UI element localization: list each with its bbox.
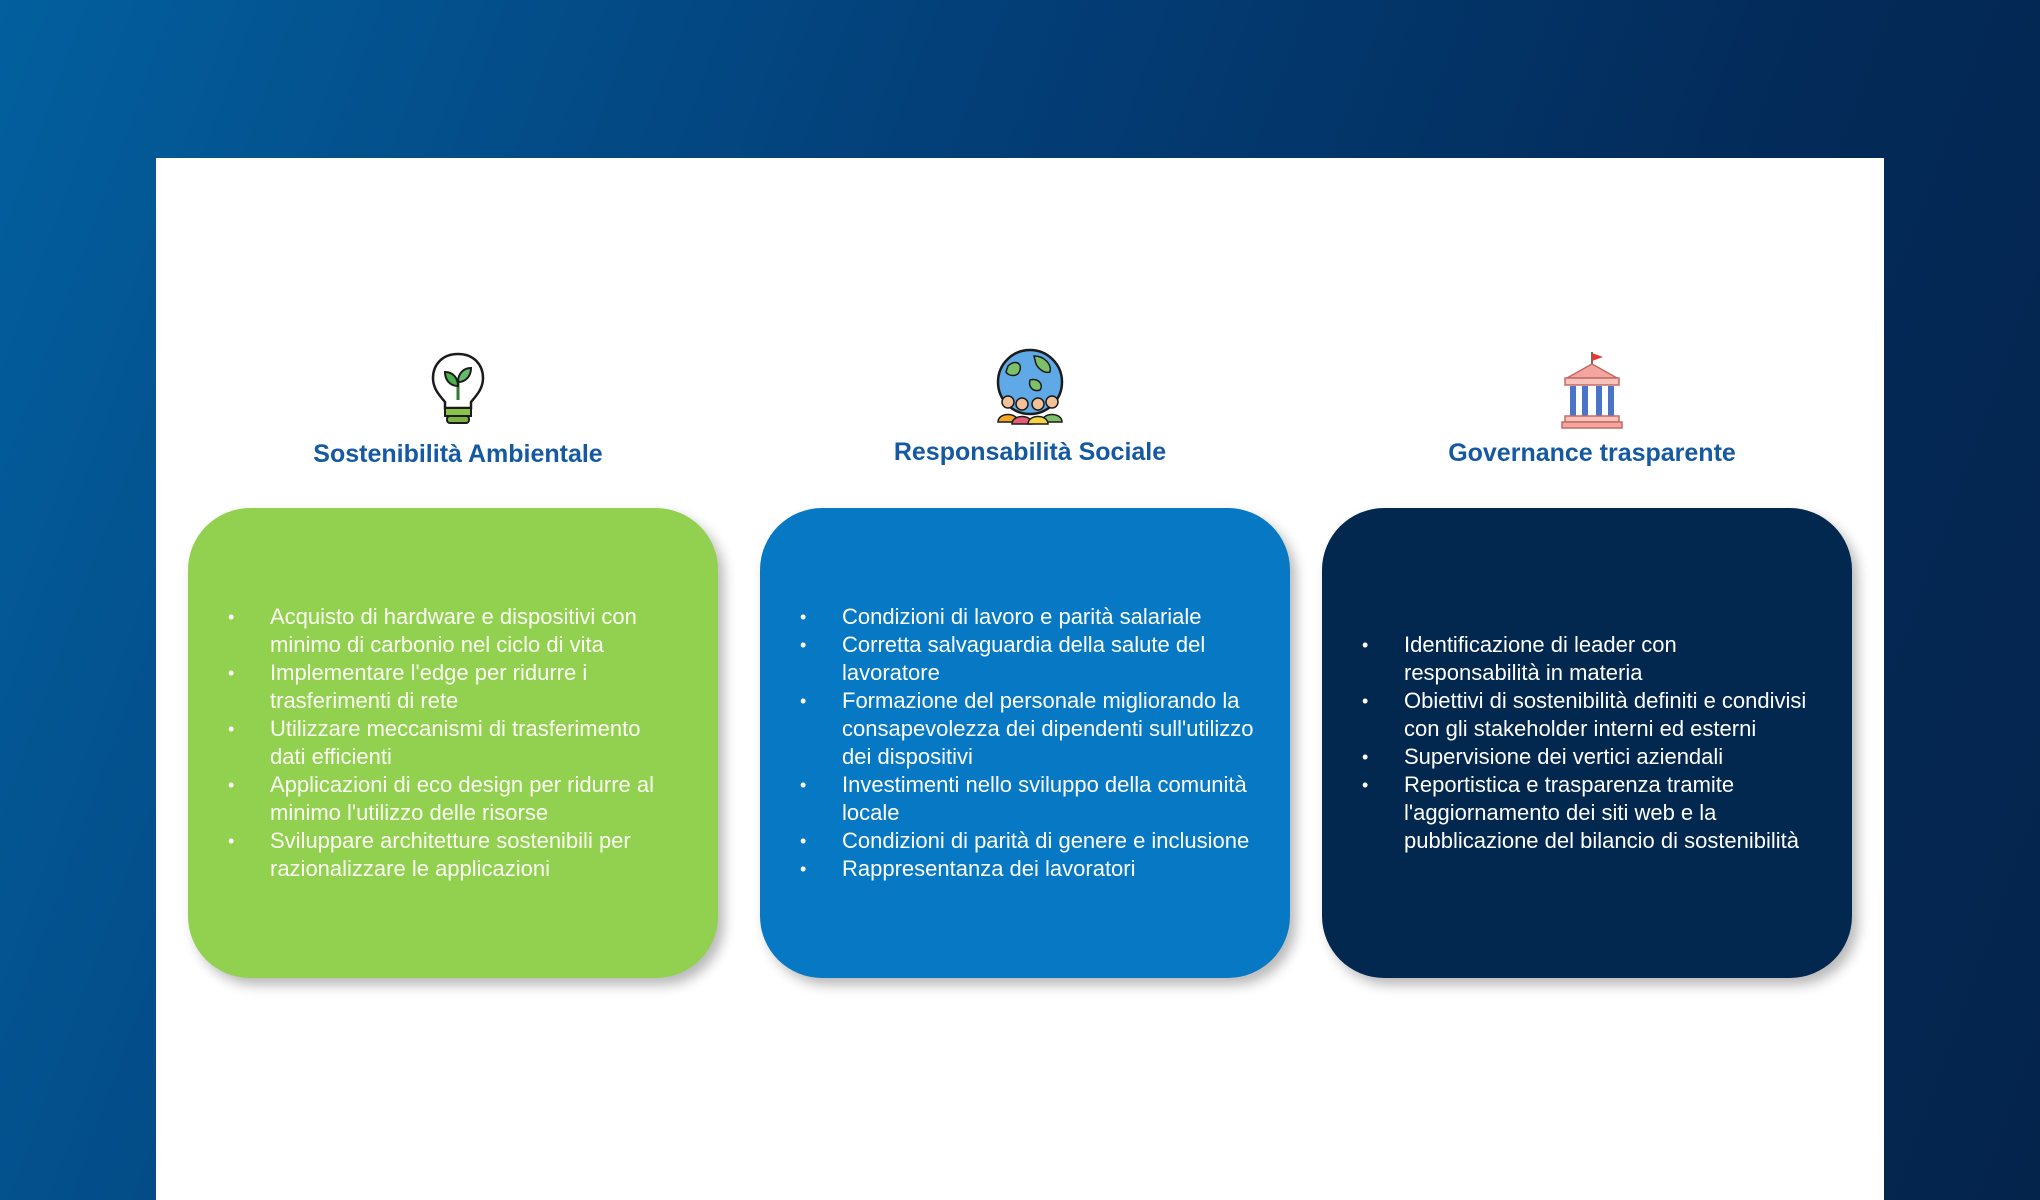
- pillar-card: [1322, 508, 1852, 978]
- bullet-list: [800, 603, 1254, 883]
- pillar-card: [760, 508, 1290, 978]
- list-item: • Investimenti nello sviluppo della comunità locale: [800, 771, 1254, 827]
- list-item: • Sviluppare architetture sostenibili per razionalizzare le applicazioni: [228, 827, 682, 883]
- bullet-list: [1362, 631, 1816, 855]
- list-item: • Acquisto di hardware e dispositivi con minimo di carbonio nel ciclo di vita: [228, 603, 682, 659]
- pillar-title: Governance trasparente: [1448, 439, 1736, 467]
- pillar-title: Responsabilità Sociale: [893, 438, 1167, 466]
- list-item: • Reportistica e trasparenza tramite l'aggiornamento dei siti web e la pubblicazione del bilancio di sostenibilità: [1362, 771, 1816, 855]
- list-item: • Utilizzare meccanismi di trasferimento dati efficienti: [228, 715, 682, 771]
- list-item: • Implementare l'edge per ridurre i trasferimenti di rete: [228, 659, 682, 715]
- list-item: • Supervisione dei vertici aziendali: [1362, 743, 1816, 771]
- list-item: • Condizioni di parità di genere e inclusione: [800, 827, 1254, 855]
- pillar-title: Sostenibilità Ambientale: [313, 440, 603, 468]
- content-panel: [156, 158, 1884, 1200]
- list-item: • Rappresentanza dei lavoratori: [800, 855, 1254, 883]
- globe-people-icon: [760, 346, 1300, 430]
- government-building-icon: [1322, 350, 1862, 434]
- list-item: • Identificazione di leader con responsabilità in materia: [1362, 631, 1816, 687]
- list-item: • Formazione del personale migliorando la consapevolezza dei dipendenti sull'utilizzo dei dispositivi: [800, 687, 1254, 771]
- list-item: • Applicazioni di eco design per ridurre al minimo l'utilizzo delle risorse: [228, 771, 682, 827]
- list-item: • Corretta salvaguardia della salute del lavoratore: [800, 631, 1254, 687]
- bullet-list: [228, 603, 682, 883]
- list-item: • Obiettivi di sostenibilità definiti e condivisi con gli stakeholder interni ed esterni: [1362, 687, 1816, 743]
- pillar-card: [188, 508, 718, 978]
- list-item: • Condizioni di lavoro e parità salariale: [800, 603, 1254, 631]
- lightbulb-plant-icon: [188, 350, 728, 434]
